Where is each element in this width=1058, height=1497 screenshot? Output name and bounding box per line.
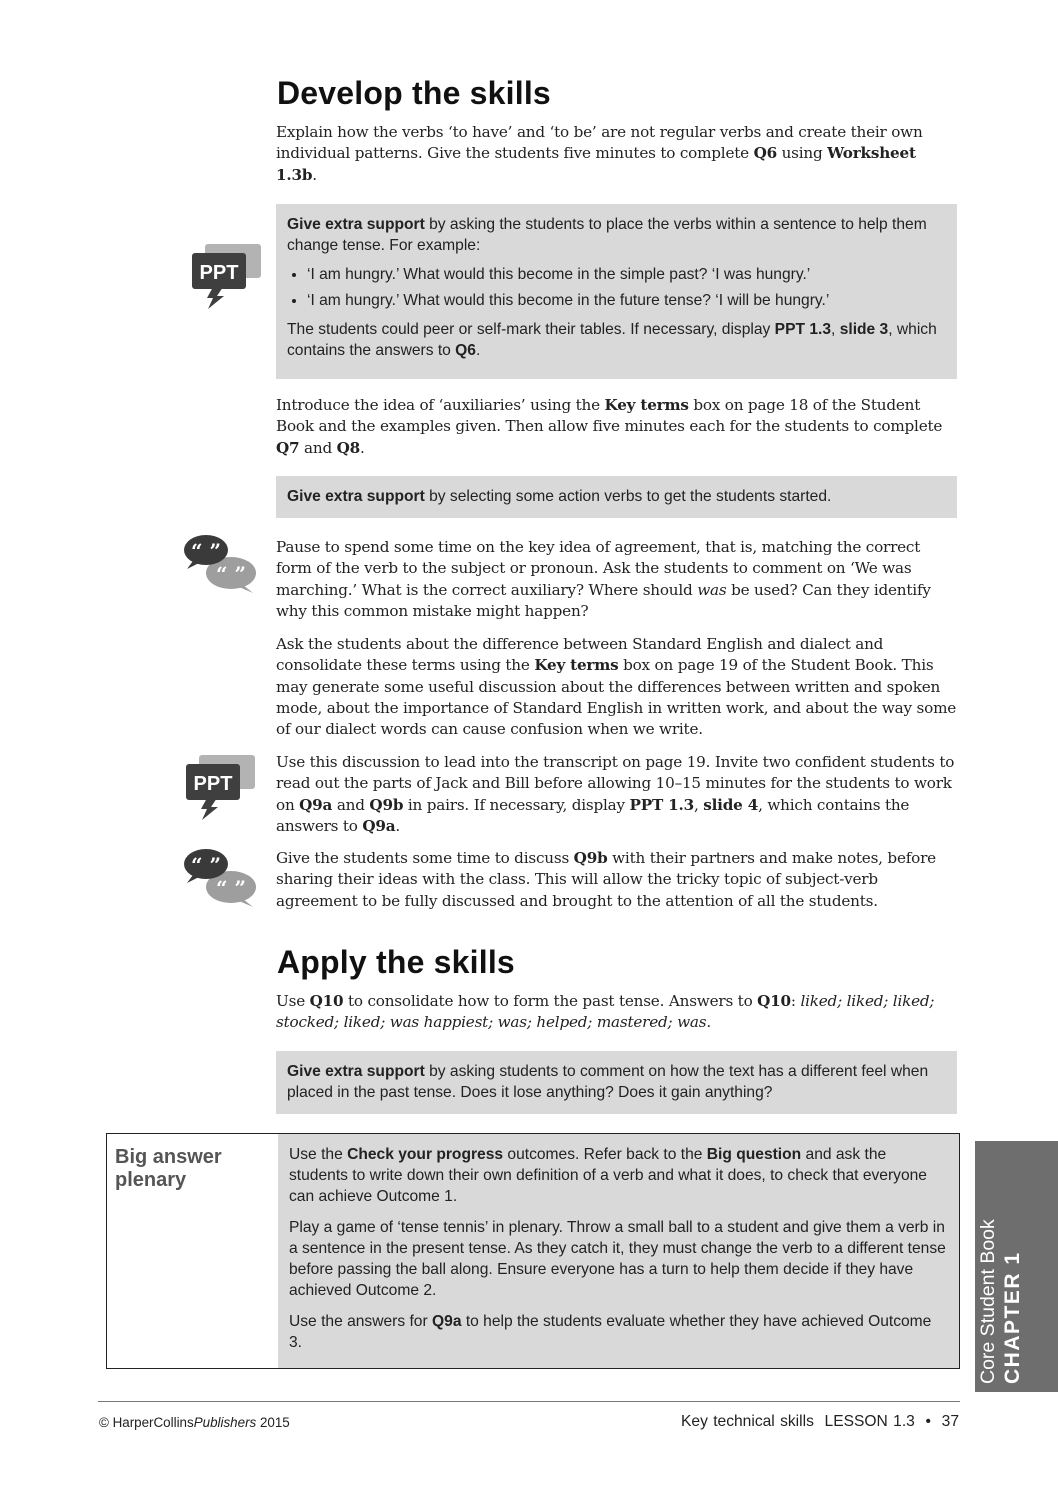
example-list <box>287 264 946 311</box>
plenary-paragraph: Use the Check your progress outcomes. Refer back to the Big question and ask the students to write down their own definition of a verb and what it does, to check that everyone can achieve Outcome 1. <box>289 1146 927 1205</box>
svg-text:PPT: PPT <box>193 773 233 795</box>
side-tab-book: Core Student Book <box>977 1219 999 1384</box>
extra-support-text: Give extra support by asking the students to place the verbs within a sentence to help them change tense. For example: <box>287 216 927 254</box>
list-item: • ‘I am hungry.’ What would this become in the simple past? ‘I was hungry.’ <box>307 264 946 285</box>
section-heading-apply: Apply the skills <box>277 944 515 980</box>
standard-english-paragraph: Ask the students about the difference between Standard English and dialect and consolidate these terms using the Key terms box on page 19 of the Student Book. This may generate some useful discussion about the differences between written and spoken mode, about the importance of Standard English in written work, and about the way some of our dialect words can cause confusion when we write. <box>276 635 957 739</box>
svg-text:“ ”: “ ” <box>216 562 246 586</box>
ppt-icon <box>185 754 257 825</box>
list-item: • ‘I am hungry.’ What would this become in the future tense? ‘I will be hungry.’ <box>307 290 946 311</box>
discussion-paragraph: Give the students some time to discuss Q9b with their partners and make notes, before sharing their ideas with the class. This will allow the tricky topic of subject-verb agreement to be fully discussed and brought to the attention of all the students. <box>276 849 936 910</box>
footer-divider <box>98 1401 960 1402</box>
plenary-panel <box>106 1133 960 1369</box>
plenary-content <box>278 1134 959 1368</box>
svg-text:“ ”: “ ” <box>191 853 221 877</box>
develop-intro-paragraph: Explain how the verbs ‘to have’ and ‘to be’ are not regular verbs and create their own individual patterns. Give the students five minutes to complete Q6 using Worksheet 1.3b. <box>276 123 923 184</box>
extra-support-box <box>276 476 957 518</box>
extra-support-text: Give extra support by selecting some action verbs to get the students started. <box>287 488 832 505</box>
footer-lesson-info: Key technical skills LESSON 1.3 • 37 <box>681 1413 959 1430</box>
svg-text:“ ”: “ ” <box>216 876 246 900</box>
plenary-title: Big answer plenary <box>115 1146 222 1191</box>
section-heading-develop: Develop the skills <box>277 75 551 111</box>
chapter-side-tab <box>975 1141 1058 1392</box>
plenary-paragraph: Use the answers for Q9a to help the students evaluate whether they have achieved Outcome 3. <box>289 1313 932 1351</box>
extra-support-box <box>276 1051 957 1114</box>
side-tab-chapter: CHAPTER 1 <box>1001 1251 1024 1384</box>
speech-bubbles-icon <box>183 533 259 598</box>
extra-support-text: Give extra support by asking students to comment on how the text has a different feel when placed in the past tense. Does it lose anything? Does it gain anything? <box>287 1063 929 1101</box>
agreement-paragraph: Pause to spend some time on the key idea of agreement, that is, matching the correct form of the verb to the subject or pronoun. Ask the students to comment on ‘We was marching.’ What is the correct auxiliary? Where should was be used? Can they identify why this common mistake might happen? <box>276 538 931 620</box>
transcript-paragraph: Use this discussion to lead into the transcript on page 19. Invite two confident students to read out the parts of Jack and Bill before allowing 10–15 minutes for the students to work on Q9a and Q9b in pairs. If necessary, display PPT 1.3, slide 4, which contains the answers to Q9a. <box>276 753 955 835</box>
svg-text:PPT: PPT <box>199 262 239 284</box>
apply-paragraph: Use Q10 to consolidate how to form the past tense. Answers to Q10: liked; liked; liked; stocked; liked; was happiest; was; helped; mastered; was. <box>276 992 935 1032</box>
page-number: 37 <box>941 1413 959 1430</box>
auxiliaries-paragraph: Introduce the idea of ‘auxiliaries’ using the Key terms box on page 18 of the Student Book and the examples given. Then allow five minutes each for the students to complete Q7 and Q8. <box>276 396 943 457</box>
extra-support-followup: The students could peer or self-mark their tables. If necessary, display PPT 1.3, slide 3, which contains the answers to Q6. <box>287 321 937 359</box>
footer-copyright: © HarperCollinsPublishers 2015 <box>99 1415 290 1430</box>
ppt-icon <box>191 243 263 314</box>
svg-text:“ ”: “ ” <box>191 539 221 563</box>
extra-support-box <box>276 204 957 379</box>
speech-bubbles-icon <box>183 847 259 912</box>
plenary-paragraph: Play a game of ‘tense tennis’ in plenary. Throw a small ball to a student and give them a verb in a sentence in the present tense. As they catch it, they must change the verb to a different tense before passing the ball along. Ensure everyone has a turn to help them decide if they have achieved Outcome 2. <box>289 1219 946 1299</box>
